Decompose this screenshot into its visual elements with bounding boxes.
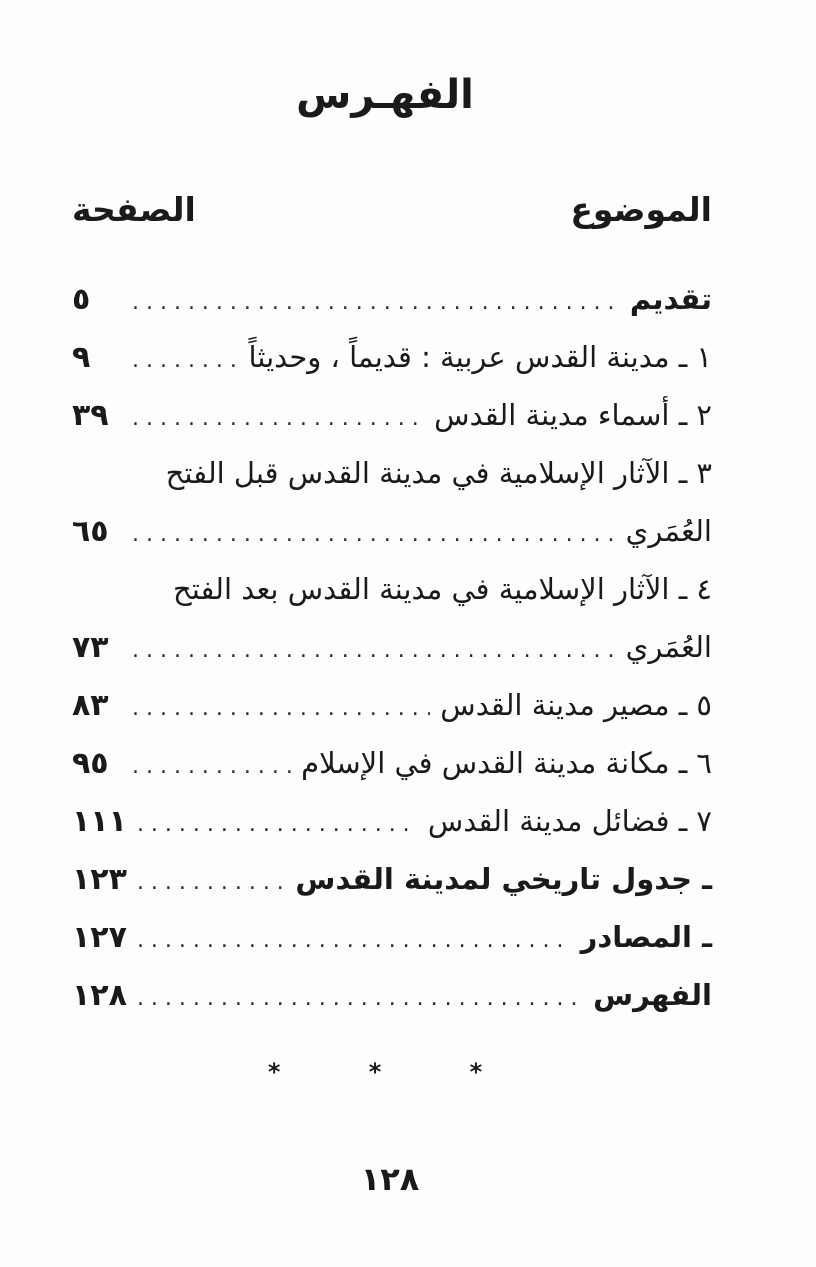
dot-leader [132,738,291,796]
toc-entry [72,734,712,792]
dot-leader [132,332,238,390]
toc-entry-page: ١٢٣ [72,862,127,897]
topic-column-header: الموضوع [570,190,712,229]
dot-leader [137,970,583,1028]
toc-entry [72,386,712,444]
toc-entry-line1 [72,444,712,502]
toc-entry-title: ٥ ـ مصير مدينة القدس [440,688,712,722]
toc-entry-title: ٢ ـ أسماء مدينة القدس [434,398,712,432]
toc-entry-page: ٦٥ [72,514,109,549]
toc-entry-title: ٤ ـ الآثار الإسلامية في مدينة القدس بعد الفتح [172,572,712,606]
toc-entry-page: ٣٩ [72,398,109,433]
toc-entry-title: ١ ـ مدينة القدس عربية : قديماً ، وحديثاً [248,340,712,374]
toc-entry-page: ٩ [72,340,91,375]
toc-entry-title: ٧ ـ فضائل مدينة القدس [427,804,712,838]
dot-leader [137,796,418,854]
toc-entry [72,676,712,734]
dot-leader [137,854,285,912]
toc-entry [72,792,712,850]
page-number: ١٢٨ [360,1160,420,1198]
toc-entry [72,270,712,328]
toc-entry-page: ٨٣ [72,688,109,723]
toc-entry-line1 [72,560,712,618]
toc-entry-page: ٥ [72,282,91,317]
toc-entry-page: ٩٥ [72,746,109,781]
toc-entry [72,850,712,908]
toc-entry-title: ـ المصادر [580,920,712,954]
table-of-contents [72,270,712,1024]
toc-entry-line2 [72,618,712,676]
toc-entry-title-continued: العُمَري [625,630,712,664]
toc-entry-page: ١٢٨ [72,978,127,1013]
toc-entry-page: ١١١ [72,804,127,839]
toc-entry-title: ٦ ـ مكانة مدينة القدس في الإسلام [301,746,712,780]
toc-entry-title-continued: العُمَري [625,514,712,548]
dot-leader [132,506,616,564]
dot-leader [132,274,620,332]
dot-leader [132,622,616,680]
toc-entry-line2 [72,502,712,560]
toc-entry-title: ـ جدول تاريخي لمدينة القدس [295,862,712,896]
dot-leader [132,680,430,738]
toc-entry [72,908,712,966]
toc-entry [72,966,712,1024]
toc-entry-page: ٧٣ [72,630,109,665]
toc-entry-title: ٣ ـ الآثار الإسلامية في مدينة القدس قبل الفتح [165,456,712,490]
dot-leader [137,912,571,970]
toc-entry [72,328,712,386]
dot-leader [132,390,424,448]
section-ornament: * * * [267,1058,523,1086]
toc-entry-title: الفهرس [593,978,712,1012]
page-title: الفهـرس [296,72,474,118]
toc-entry-page: ١٢٧ [72,920,127,955]
toc-entry-title: تقديم [629,282,712,316]
page-column-header: الصفحة [72,190,196,229]
